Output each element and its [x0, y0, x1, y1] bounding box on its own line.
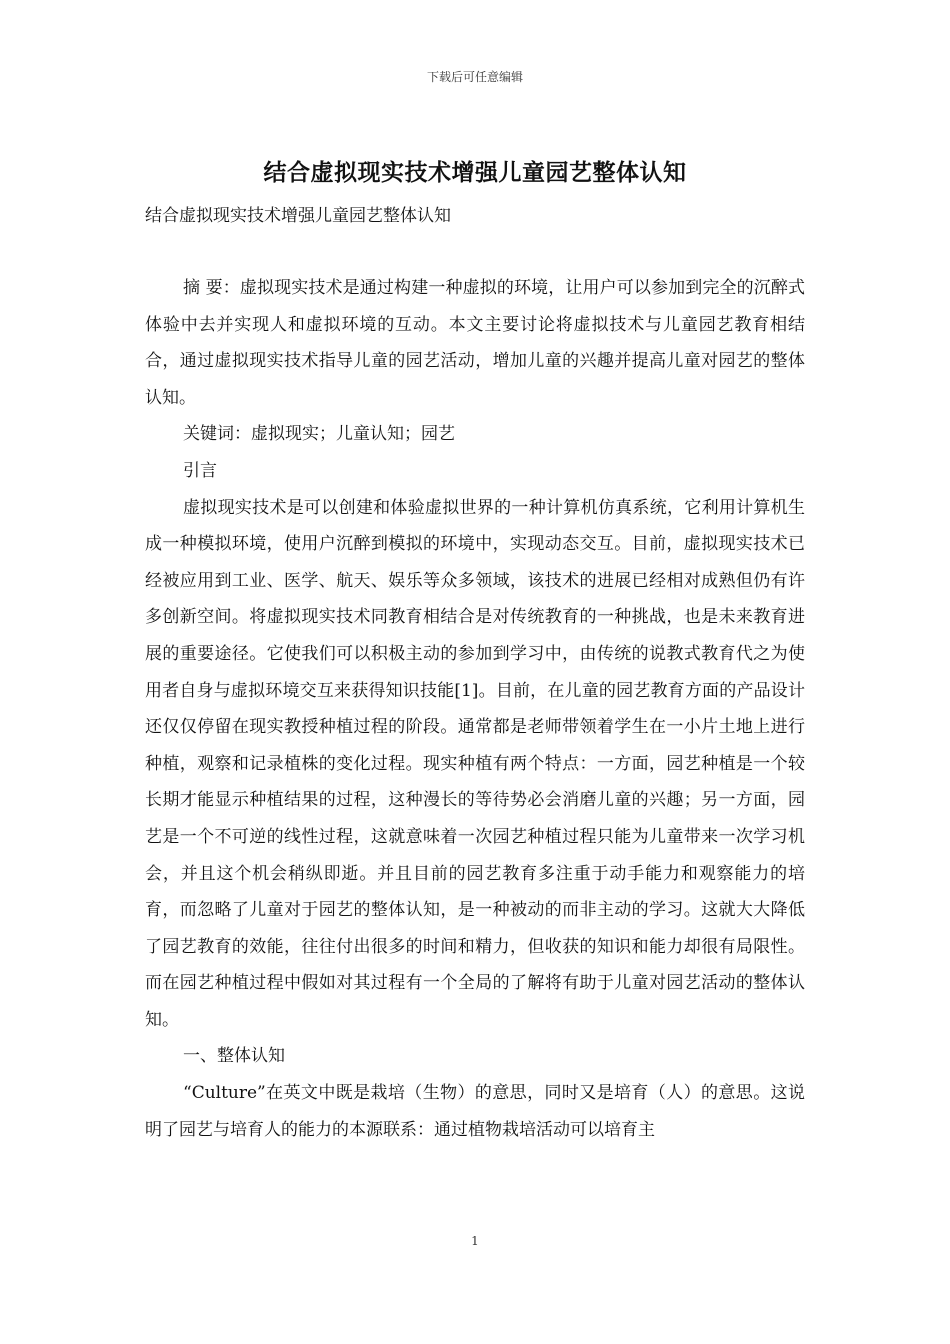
section-paragraph: “Culture”在英文中既是栽培（生物）的意思，同时又是培育（人）的意思。这说明了园艺与培育人的能力的本源联系：通过植物栽培活动可以培育主 [145, 1083, 805, 1140]
page-number: 1 [471, 1234, 479, 1248]
document-title: 结合虚拟现实技术增强儿童园艺整体认知 [263, 159, 687, 186]
body-text [145, 270, 805, 1148]
header-note: 下载后可任意编辑 [426, 70, 523, 84]
abstract-paragraph: 摘 要：虚拟现实技术是通过构建一种虚拟的环境，让用户可以参加到完全的沉醉式体验中去并实现人和虚拟环境的互动。本文主要讨论将虚拟技术与儿童园艺教育相结合，通过虚拟现实技术指导儿童的园艺活动，增加儿童的兴趣并提高儿童对园艺的整体认知。 [145, 278, 805, 408]
document-subtitle: 结合虚拟现实技术增强儿童园艺整体认知 [145, 206, 451, 226]
keywords-line: 关键词：虚拟现实；儿童认知；园艺 [183, 424, 455, 445]
intro-heading: 引言 [183, 460, 217, 481]
intro-paragraph: 虚拟现实技术是可以创建和体验虚拟世界的一种计算机仿真系统，它利用计算机生成一种模拟环境，使用户沉醉到模拟的环境中，实现动态交互。目前，虚拟现实技术已经被应用到工业、医学、航天、娱乐等众多领域，该技术的进展已经相对成熟但仍有许多创新空间。将虚拟现实技术同教育相结合是对传统教育的一种挑战，也是未来教育进展的重要途径。它使我们可以积极主动的参加到学习中，由传统的说教式教育代之为使用者自身与虚拟环境交互来获得知识技能[1]。目前，在儿童的园艺教育方面的产品设计还仅仅停留在现实教授种植过程的阶段。通常都是老师带领着学生在一小片土地上进行种植，观察和记录植株的变化过程。现实种植有两个特点：一方面，园艺种植是一个较长期才能显示种植结果的过程，这种漫长的等待势必会消磨儿童的兴趣；另一方面，园艺是一个不可逆的线性过程，这就意味着一次园艺种植过程只能为儿童带来一次学习机会，并且这个机会稍纵即逝。并且目前的园艺教育多注重于动手能力和观察能力的培育，而忽略了儿童对于园艺的整体认知，是一种被动的而非主动的学习。这就大大降低了园艺教育的效能，往往付出很多的时间和精力，但收获的知识和能力却很有局限性。而在园艺种植过程中假如对其过程有一个全局的了解将有助于儿童对园艺活动的整体认知。 [145, 497, 805, 1030]
section-heading: 一、整体认知 [183, 1046, 285, 1067]
